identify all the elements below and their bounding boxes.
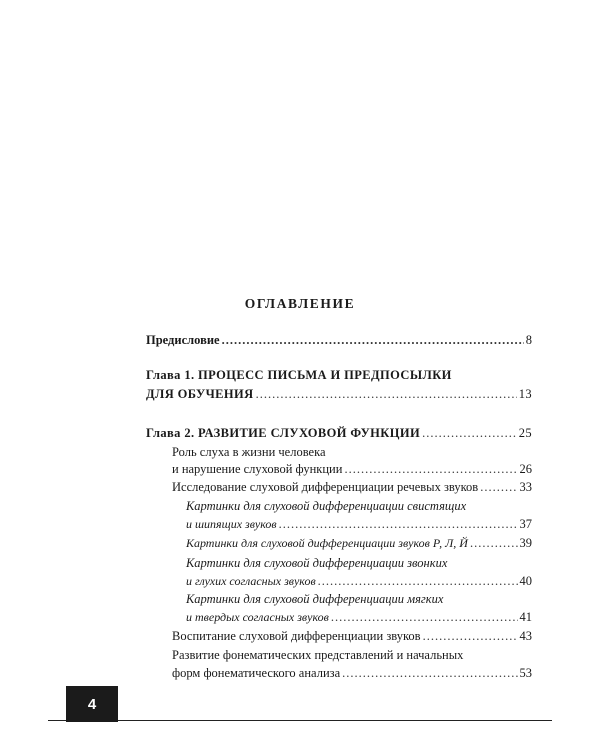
- toc-entry-text: и нарушение слуховой функции: [172, 462, 343, 476]
- leader-dots: [470, 535, 518, 551]
- toc-entry-text: и твердых согласных звуков: [186, 610, 329, 624]
- toc-entry-phonemic-line1: Развитие фонематических представлений и начальных: [172, 648, 464, 662]
- toc-page-number: 39: [519, 536, 532, 550]
- leader-dots: [222, 332, 524, 348]
- toc-entry-text: Предисловие: [146, 333, 220, 347]
- leader-dots: [279, 516, 518, 532]
- toc-entry-text: и шипящих звуков: [186, 517, 277, 531]
- toc-entry-phonemic: [172, 665, 532, 681]
- leader-dots: [331, 609, 518, 625]
- toc-title: ОГЛАВЛЕНИЕ: [244, 296, 356, 311]
- leader-dots: [318, 573, 518, 589]
- page-number-badge: [66, 686, 118, 722]
- toc-entry-pictures-rly: [186, 535, 532, 551]
- toc-page-number: 43: [519, 629, 532, 643]
- toc-entry-chapter1: [146, 386, 532, 402]
- leader-dots: [344, 461, 517, 477]
- toc-entry-pictures-sibilants: [186, 516, 532, 532]
- page-number: 4: [87, 695, 97, 713]
- toc-entry-text: форм фонематического анализа: [172, 666, 341, 680]
- toc-entry-pictures-sibilants-line1: Картинки для слуховой дифференциации свистящих: [186, 499, 467, 513]
- toc-page-number: 53: [519, 666, 532, 680]
- toc-entry-text: ДЛЯ ОБУЧЕНИЯ: [146, 387, 254, 401]
- toc-page-number: 40: [519, 574, 532, 588]
- leader-dots: [423, 628, 518, 644]
- footer-rule: [48, 720, 552, 721]
- toc-page-number: 33: [519, 480, 532, 494]
- toc-entry-pictures-voiced: [186, 573, 532, 589]
- toc-page-number: 25: [518, 426, 532, 440]
- toc-page-number: 41: [519, 610, 532, 624]
- toc-page-number: 37: [519, 517, 532, 531]
- toc-page-number: 8: [525, 333, 532, 347]
- toc-entry-hearing-role: [172, 461, 532, 477]
- toc-page-number: 26: [519, 462, 532, 476]
- toc-entry-hearing-role-line1: Роль слуха в жизни человека: [172, 445, 326, 459]
- toc-entry-pictures-soft-line1: Картинки для слуховой дифференциации мягких: [186, 592, 444, 606]
- toc-page-number: 13: [518, 387, 532, 401]
- toc-entry-research: [172, 479, 532, 495]
- toc-entry-chapter1-line1: Глава 1. ПРОЦЕСС ПИСЬМА И ПРЕДПОСЫЛКИ: [146, 368, 452, 382]
- leader-dots: [342, 665, 517, 681]
- toc-entry-education: [172, 628, 532, 644]
- toc-entry-chapter2: [146, 425, 532, 441]
- leader-dots: [422, 425, 517, 441]
- toc-entry-text: Глава 2. РАЗВИТИЕ СЛУХОВОЙ ФУНКЦИИ: [146, 426, 421, 440]
- toc-entry-text: и глухих согласных звуков: [186, 574, 316, 588]
- toc-entry-pictures-soft: [186, 609, 532, 625]
- toc-entry-text: Исследование слуховой дифференциации речевых звуков: [172, 480, 479, 494]
- toc-entry-text: Воспитание слуховой дифференциации звуков: [172, 629, 421, 643]
- leader-dots: [480, 479, 517, 495]
- leader-dots: [256, 386, 517, 402]
- toc-entry-pictures-voiced-line1: Картинки для слуховой дифференциации звонких: [186, 556, 448, 570]
- toc-entry-text: Картинки для слуховой дифференциации звуков Р, Л, Й: [186, 536, 468, 550]
- toc-entry-preface: [146, 332, 532, 348]
